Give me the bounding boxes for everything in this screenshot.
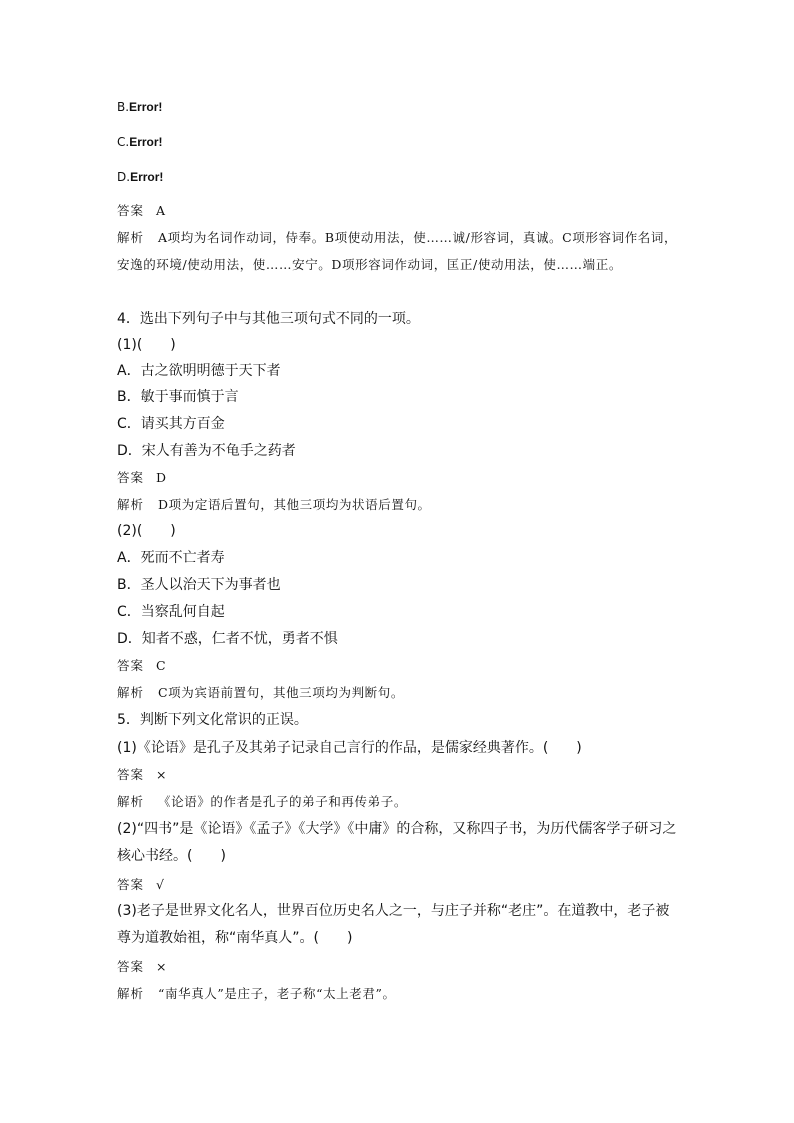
analysis-label: 解析 xyxy=(117,497,145,512)
q4-sub1-option-b: B．敏于事而慎于言 xyxy=(117,389,239,405)
option-letter: C. xyxy=(117,135,130,149)
answer-label: 答案 xyxy=(117,767,145,782)
option-text: Error! xyxy=(129,135,163,149)
answer-label: 答案 xyxy=(117,658,145,673)
analysis-label: 解析 xyxy=(117,986,145,1001)
answer-label: 答案 xyxy=(117,203,145,218)
q5-item-3-answer xyxy=(117,958,167,976)
answer-value: × xyxy=(156,959,167,974)
option-letter: D. xyxy=(117,170,131,184)
q5-item-2-answer xyxy=(117,876,164,894)
answer-value: D xyxy=(156,470,167,485)
option-d xyxy=(117,168,163,186)
q4-sub1-num: (1)( ) xyxy=(117,337,176,353)
analysis-label: 解析 xyxy=(117,230,145,245)
analysis-text: C项为宾语前置句，其他三项均为判断句。 xyxy=(158,685,404,700)
option-letter: B. xyxy=(117,100,130,114)
answer-value: √ xyxy=(156,877,164,892)
analysis-text: D项为定语后置句，其他三项均为状语后置句。 xyxy=(158,497,431,512)
option-text: Error! xyxy=(130,170,164,184)
q4-sub2-answer xyxy=(117,657,166,675)
option-text: Error! xyxy=(129,100,163,114)
q4-sub1-option-c: C．请买其方百金 xyxy=(117,416,225,432)
q3-answer xyxy=(117,202,165,220)
q5-item-3-analysis xyxy=(117,985,396,1003)
q4-sub2-option-b: B．圣人以治天下为事者也 xyxy=(117,577,281,593)
q4-sub1-answer xyxy=(117,469,166,487)
analysis-text: “南华真人”是庄子，老子称“太上老君”。 xyxy=(158,986,396,1001)
option-c xyxy=(117,133,163,151)
q5-item-3: (3)老子是世界文化名人，世界百位历史名人之一，与庄子并称“老庄”。在道教中，老子被尊为道教始祖，称“南华真人”。( ) xyxy=(117,903,670,946)
answer-value: × xyxy=(156,767,167,782)
q5-item-1-answer xyxy=(117,766,167,784)
q5-item-1: (1)《论语》是孔子及其弟子记录自己言行的作品，是儒家经典著作。( ) xyxy=(117,740,582,756)
q5-item-2: (2)“四书”是《论语》《孟子》《大学》《中庸》的合称，又称四子书，为历代儒客学子研习之核心书经。( ) xyxy=(117,821,677,864)
q4-sub2-analysis xyxy=(117,684,404,702)
answer-value: C xyxy=(156,658,166,673)
q5-item-1-analysis xyxy=(117,793,407,811)
analysis-text: 《论语》的作者是孔子的弟子和再传弟子。 xyxy=(158,794,407,809)
q4-sub2-num: (2)( ) xyxy=(117,523,176,539)
answer-label: 答案 xyxy=(117,959,145,974)
answer-label: 答案 xyxy=(117,470,145,485)
q4-sub2-option-a: A．死而不亡者寿 xyxy=(117,550,225,566)
q5-title: 5．判断下列文化常识的正误。 xyxy=(117,712,308,728)
option-b xyxy=(117,98,162,116)
q4-sub2-option-c: C．当察乱何自起 xyxy=(117,604,225,620)
q4-sub1-option-d: D．宋人有善为不龟手之药者 xyxy=(117,443,296,459)
analysis-label: 解析 xyxy=(117,794,145,809)
analysis-label: 解析 xyxy=(117,685,145,700)
q4-sub1-analysis xyxy=(117,496,431,514)
q4-sub1-option-a: A．古之欲明明德于天下者 xyxy=(117,363,281,379)
answer-value: A xyxy=(156,203,166,218)
q3-analysis xyxy=(117,224,687,278)
analysis-text: A项均为名词作动词，侍奉。B项使动用法，使……诚/形容词，真诚。C项形容词作名词，安逸的环境/使动用法，使……安宁。D项形容词作动词，匡正/使动用法，使……端正。 xyxy=(117,230,678,272)
q4-title: 4．选出下列句子中与其他三项句式不同的一项。 xyxy=(117,311,420,327)
answer-label: 答案 xyxy=(117,877,145,892)
q4-sub2-option-d: D．知者不惑，仁者不忧，勇者不惧 xyxy=(117,631,338,647)
